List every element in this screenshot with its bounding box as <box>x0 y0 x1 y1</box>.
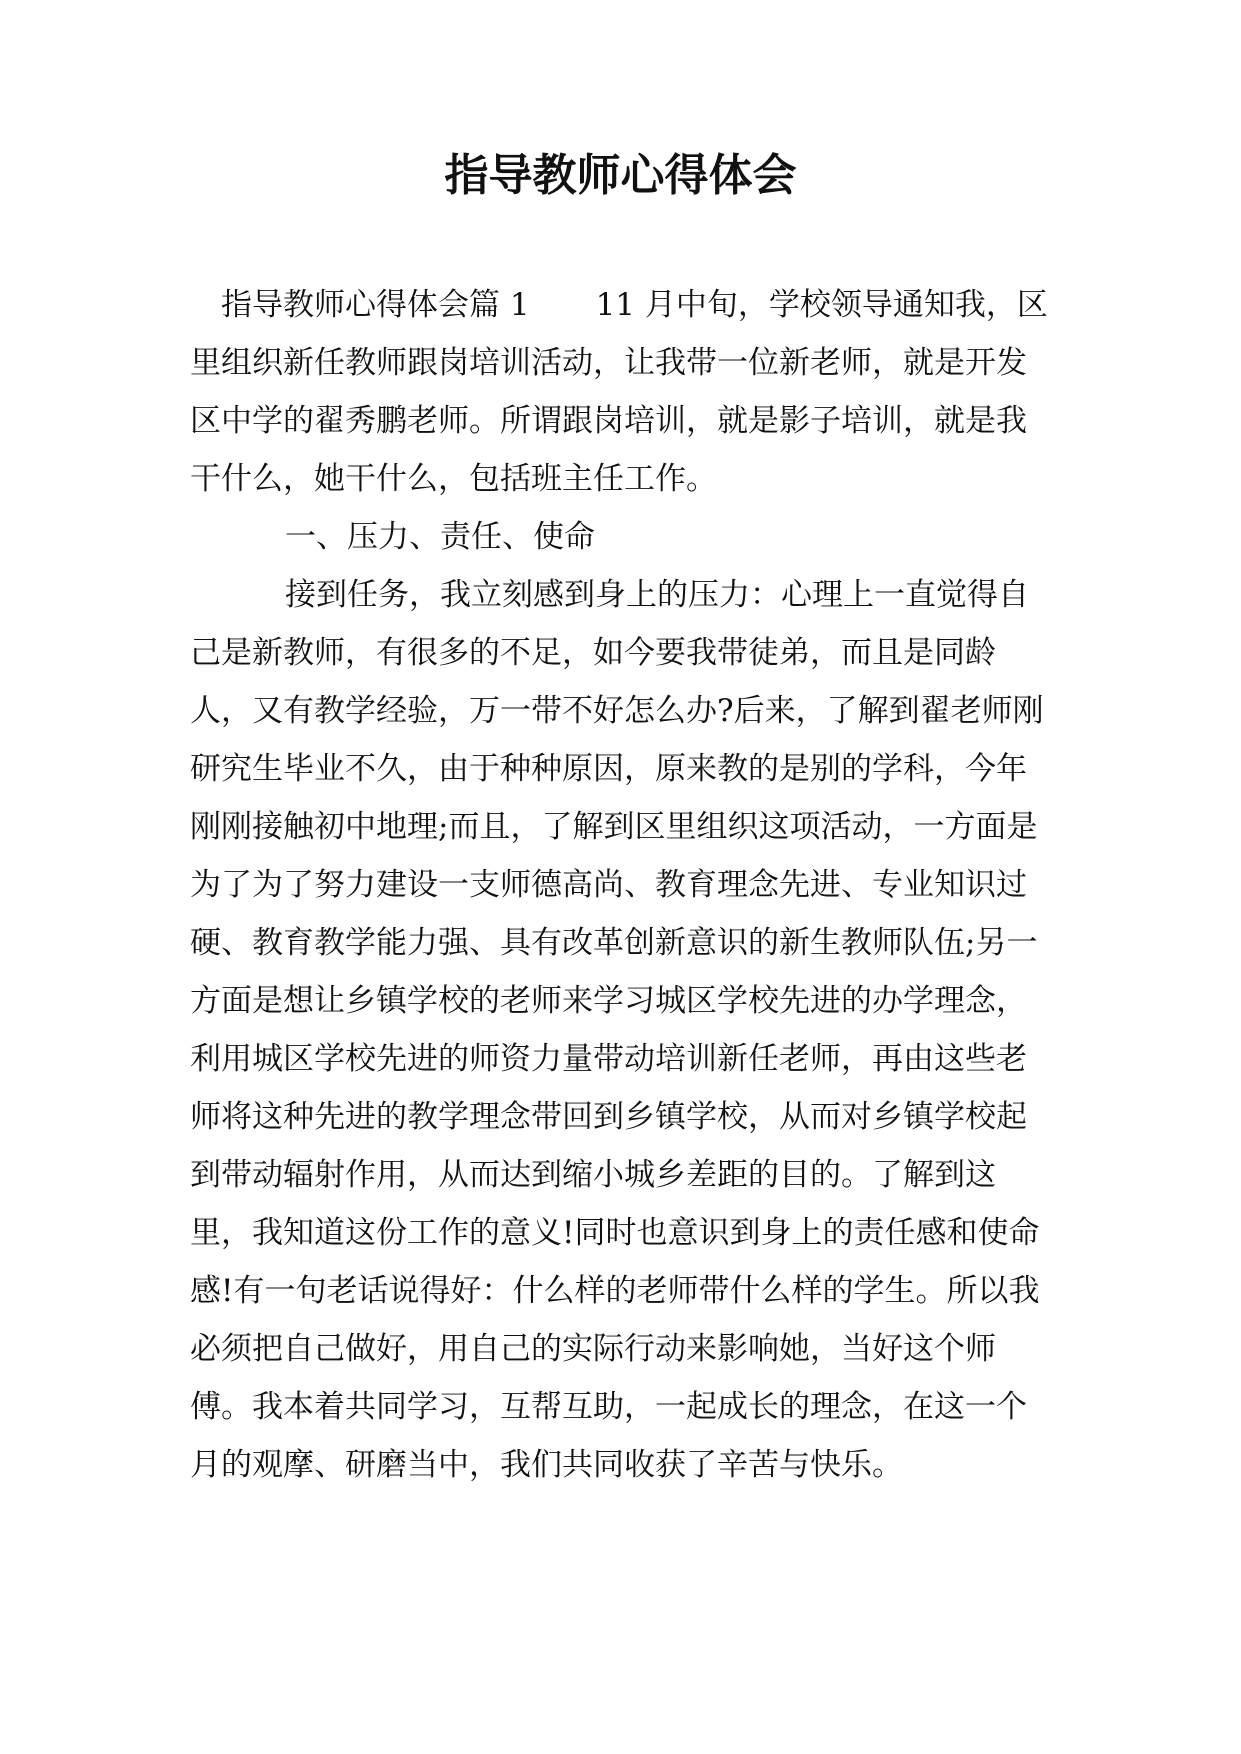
document-body <box>190 276 1052 1494</box>
body-paragraph: 接到任务，我立刻感到身上的压力：心理上一直觉得自己是新教师，有很多的不足，如今要我带徒弟，而且是同龄人，又有教学经验，万一带不好怎么办?后来，了解到翟老师刚研究生毕业不久，由于种种原因，原来教的是别的学科，今年刚刚接触初中地理;而且，了解到区里组织这项活动，一方面是为了为了努力建设一支师德高尚、教育理念先进、专业知识过硬、教育教学能力强、具有改革创新意识的新生教师队伍;另一方面是想让乡镇学校的老师来学习城区学校先进的办学理念，利用城区学校先进的师资力量带动培训新任老师，再由这些老师将这种先进的教学理念带回到乡镇学校，从而对乡镇学校起到带动辐射作用，从而达到缩小城乡差距的目的。了解到这里，我知道这份工作的意义!同时也意识到身上的责任感和使命感!有一句老话说得好：什么样的老师带什么样的学生。所以我必须把自己做好，用自己的实际行动来影响她，当好这个师傅。我本着共同学习，互帮互助，一起成长的理念，在这一个月的观摩、研磨当中，我们共同收获了辛苦与快乐。 <box>190 577 1044 1483</box>
intro-text: 11 月中旬，学校领导通知我，区里组织新任教师跟岗培训活动，让我带一位新老师，就是开发区中学的翟秀鹏老师。所谓跟岗培训，就是影子培训，就是我干什么，她干什么，包括班主任工作。 <box>190 287 1048 497</box>
intro-paragraph <box>190 276 1052 508</box>
section-heading: 一、压力、责任、使命 <box>285 519 595 555</box>
document-title: 指导教师心得体会 <box>444 150 797 201</box>
article-lead: 指导教师心得体会篇 1 <box>221 287 530 323</box>
